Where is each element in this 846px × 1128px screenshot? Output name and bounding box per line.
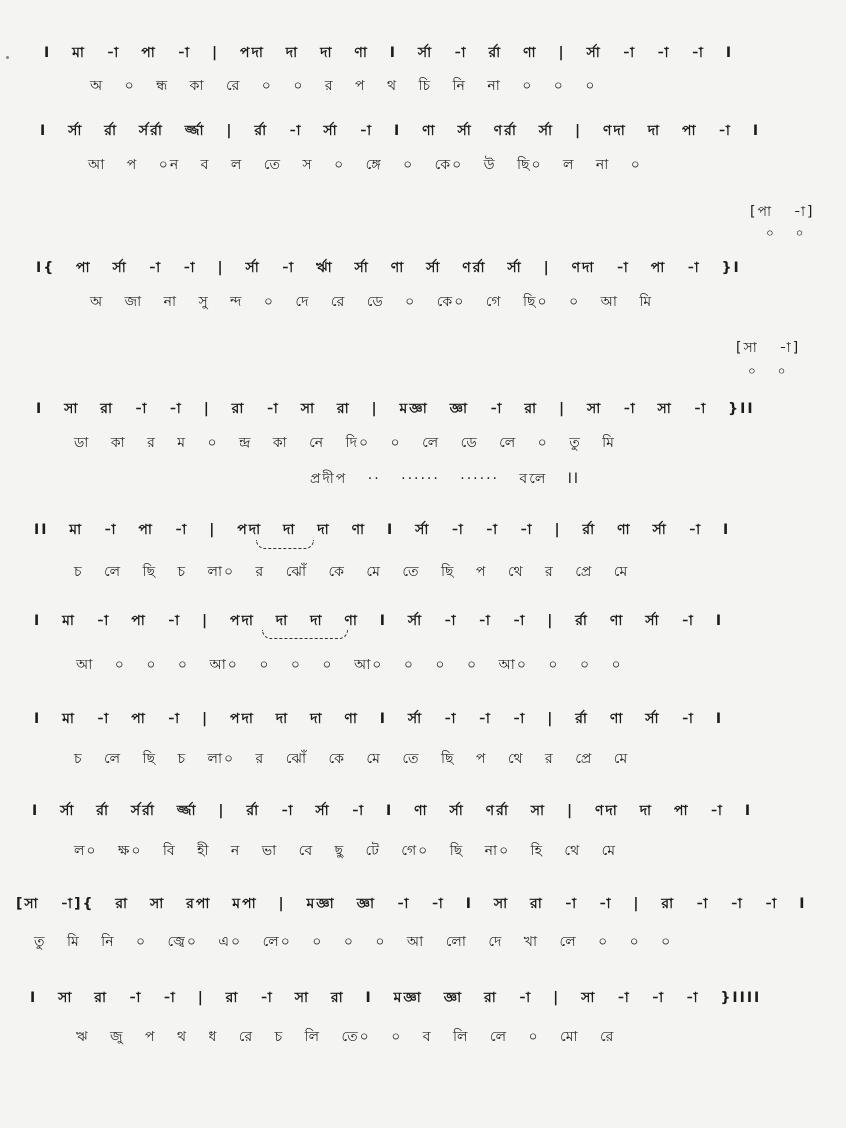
lyric-line-10: ঋ জু প থ ধ রে চ লি তে০ ০ ব লি লে ০ মো রে bbox=[76, 1029, 616, 1045]
lyric-line-9: তু মি নি ০ জ্বে০ এ০ লে০ ০ ০ ০ আ লো দে খা লে ০ ০ ০ bbox=[34, 934, 673, 950]
swara-line-8: I র্সা র্রা র্সর্রা র্জ্জা | র্রা -া র্সা -া I ণা র্সা ণর্রা সা | ণদা দা পা -া I bbox=[32, 803, 753, 819]
swara-line-7: I মা -া পা -া | পদা দা দা ণা I র্সা -া -া -া | র্রা ণা র্সা -া I bbox=[34, 711, 724, 727]
swara-line-6: I মা -া পা -া | পদা দা দা ণা I র্সা -া -া -া | র্রা ণা র্সা -া I bbox=[34, 613, 724, 629]
swara-line-3: I{ পা র্সা -া -া | র্সা -া র্ঋা র্সা ণা র্সা ণর্রা র্সা | ণদা -া পা -া }I bbox=[36, 260, 741, 276]
lyric-aside-1: ০ ০ bbox=[766, 226, 806, 240]
lyric-line-2: আ প ০ন ব ল তে স ০ ঙ্গে ০ কে০ উ ছি০ ল না ০ bbox=[88, 157, 642, 173]
swara-line-4: I সা রা -া -া | রা -া সা রা | মজ্ঞা জ্ঞা -া রা | সা -া সা -া }II bbox=[36, 401, 755, 417]
swara-line-9: [সা -া]{ রা সা রপা মপা | মজ্ঞা জ্ঞা -া -া I সা রা -া -া | রা -া -া -া I bbox=[16, 896, 807, 912]
swara-line-1: I মা -া পা -া | পদা দা দা ণা I র্সা -া র্রা ণা | র্সা -া -া -া I bbox=[44, 45, 734, 61]
slur-mark bbox=[262, 630, 348, 639]
lyric-line-7: চ লে ছি চ লা০ র ঝোঁ কে মে তে ছি প থে র প্রে মে bbox=[74, 751, 630, 767]
lyric-line-4: ডা কা র ম ০ ন্দ্র কা নে দি০ ০ লে ডে লে ০ তু মি bbox=[74, 435, 616, 451]
lyric-line-5: চ লে ছি চ লা০ র ঝোঁ কে মে তে ছি প থে র প্রে মে bbox=[74, 564, 630, 580]
lyric-aside-2: ০ ০ bbox=[748, 364, 788, 378]
lyric-line-6: আ ০ ০ ০ আ০ ০ ০ ০ আ০ ০ ০ ০ আ০ ০ ০ ০ bbox=[76, 657, 623, 673]
swara-line-10: I সা রা -া -া | রা -া সা রা I মজ্ঞা জ্ঞা রা -া | সা -া -া -া }IIII bbox=[30, 990, 762, 1006]
swara-line-5: II মা -া পা -া | পদা দা দা ণা I র্সা -া -া -া | র্রা ণা র্সা -া I bbox=[34, 522, 731, 538]
composer-line: প্রদীপ ·· ······ ······ বলে II bbox=[310, 471, 580, 487]
lyric-line-1: অ ০ ন্ধ কা রে ০ ০ র প থ চি নি না ০ ০ ০ bbox=[90, 78, 597, 94]
swara-line-2: I র্সা র্রা র্সর্রা র্জ্জা | র্রা -া র্সা -া I ণা র্সা ণর্রা র্সা | ণদা দা পা -া I bbox=[40, 123, 761, 139]
slur-mark bbox=[256, 540, 314, 549]
swara-aside-1: [পা -া] bbox=[750, 204, 815, 220]
swara-aside-2: [সা -া] bbox=[736, 340, 801, 356]
lyric-line-8: ল০ ক্ষ০ বি হী ন ভা বে ছু টে গে০ ছি না০ হি থে মে bbox=[74, 843, 618, 859]
lyric-line-3: অ জা না সু ন্দ ০ দে রে ডে ০ কে০ গে ছি০ ০ আ মি bbox=[90, 294, 654, 310]
